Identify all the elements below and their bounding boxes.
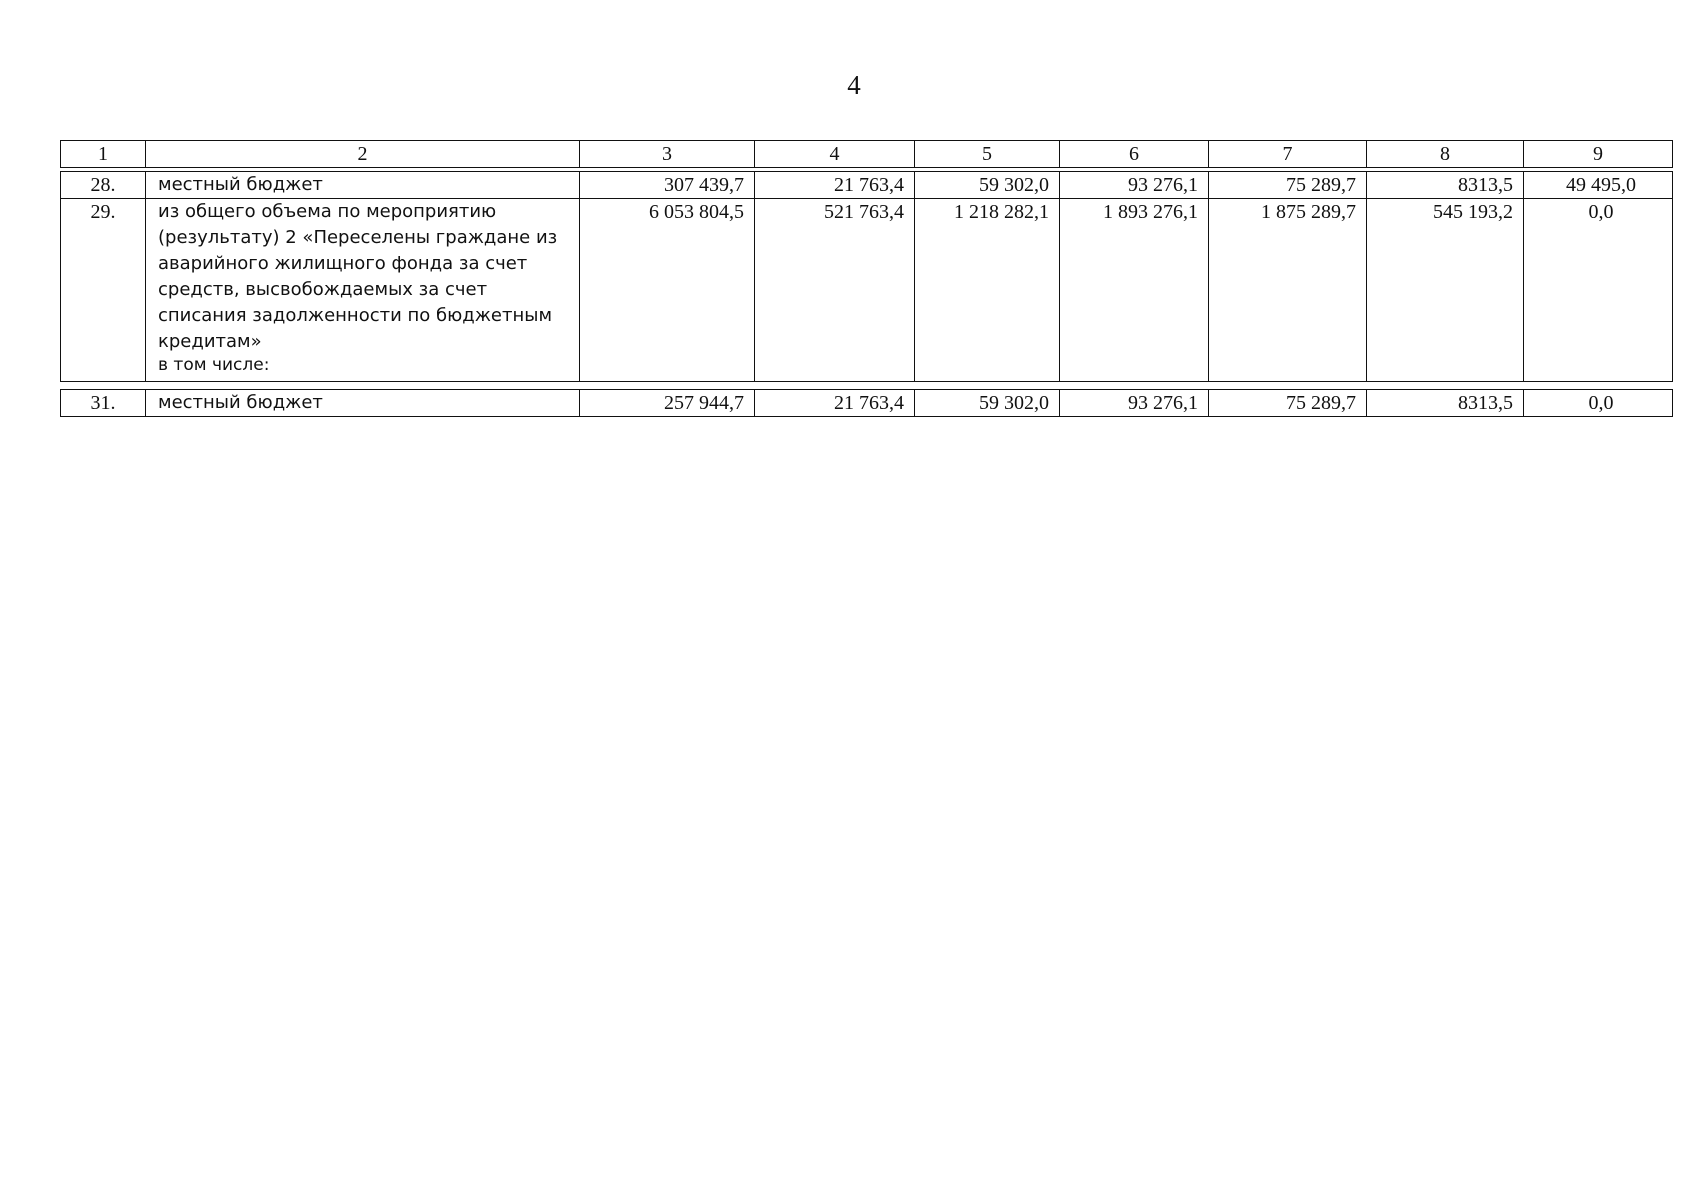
table-row bbox=[61, 199, 1673, 382]
table-cell: 75 289,7 bbox=[1209, 172, 1367, 199]
row-description: из общего объема по мероприятию (результату) 2 «Переселены граждане из аварийного жилищного фонда за счет средств, высвобождаемых за счет списания задолженности по бюджетным кредитам» bbox=[158, 201, 558, 352]
column-header: 1 bbox=[61, 141, 146, 168]
table-cell: 21 763,4 bbox=[755, 172, 915, 199]
column-header: 8 bbox=[1367, 141, 1524, 168]
table-cell: 59 302,0 bbox=[915, 172, 1060, 199]
row-description: местный бюджет bbox=[146, 390, 580, 417]
table-cell: 93 276,1 bbox=[1060, 172, 1209, 199]
table-cell: 257 944,7 bbox=[580, 390, 755, 417]
table-cell: 21 763,4 bbox=[755, 390, 915, 417]
column-header: 4 bbox=[755, 141, 915, 168]
page-number: 4 bbox=[847, 70, 861, 100]
table-row bbox=[61, 390, 1673, 417]
table-cell: 59 302,0 bbox=[915, 390, 1060, 417]
row-description: местный бюджет bbox=[146, 172, 580, 199]
table-cell: 0,0 bbox=[1524, 199, 1673, 382]
table-cell: 307 439,7 bbox=[580, 172, 755, 199]
budget-table-continuation bbox=[60, 389, 1673, 417]
column-header: 5 bbox=[915, 141, 1060, 168]
header-row bbox=[61, 141, 1673, 168]
table-cell: 6 053 804,5 bbox=[580, 199, 755, 382]
budget-table bbox=[60, 171, 1673, 382]
table-cell: 0,0 bbox=[1524, 390, 1673, 417]
table-cell: 1 893 276,1 bbox=[1060, 199, 1209, 382]
row-index: 29. bbox=[61, 199, 146, 382]
table-cell: 521 763,4 bbox=[755, 199, 915, 382]
column-header: 2 bbox=[146, 141, 580, 168]
table-cell: 93 276,1 bbox=[1060, 390, 1209, 417]
column-header: 9 bbox=[1524, 141, 1673, 168]
table-cell: 75 289,7 bbox=[1209, 390, 1367, 417]
table-cell: 1 218 282,1 bbox=[915, 199, 1060, 382]
row-description-cell bbox=[146, 199, 580, 382]
column-header: 7 bbox=[1209, 141, 1367, 168]
row-sub-description: в том числе: bbox=[158, 355, 270, 375]
row-index: 31. bbox=[61, 390, 146, 417]
table-cell: 8313,5 bbox=[1367, 172, 1524, 199]
table-cell: 545 193,2 bbox=[1367, 199, 1524, 382]
table-cell: 49 495,0 bbox=[1524, 172, 1673, 199]
column-header: 3 bbox=[580, 141, 755, 168]
table-column-numbers bbox=[60, 140, 1673, 168]
column-header: 6 bbox=[1060, 141, 1209, 168]
table-cell: 8313,5 bbox=[1367, 390, 1524, 417]
row-index: 28. bbox=[61, 172, 146, 199]
table-cell: 1 875 289,7 bbox=[1209, 199, 1367, 382]
table-row bbox=[61, 172, 1673, 199]
